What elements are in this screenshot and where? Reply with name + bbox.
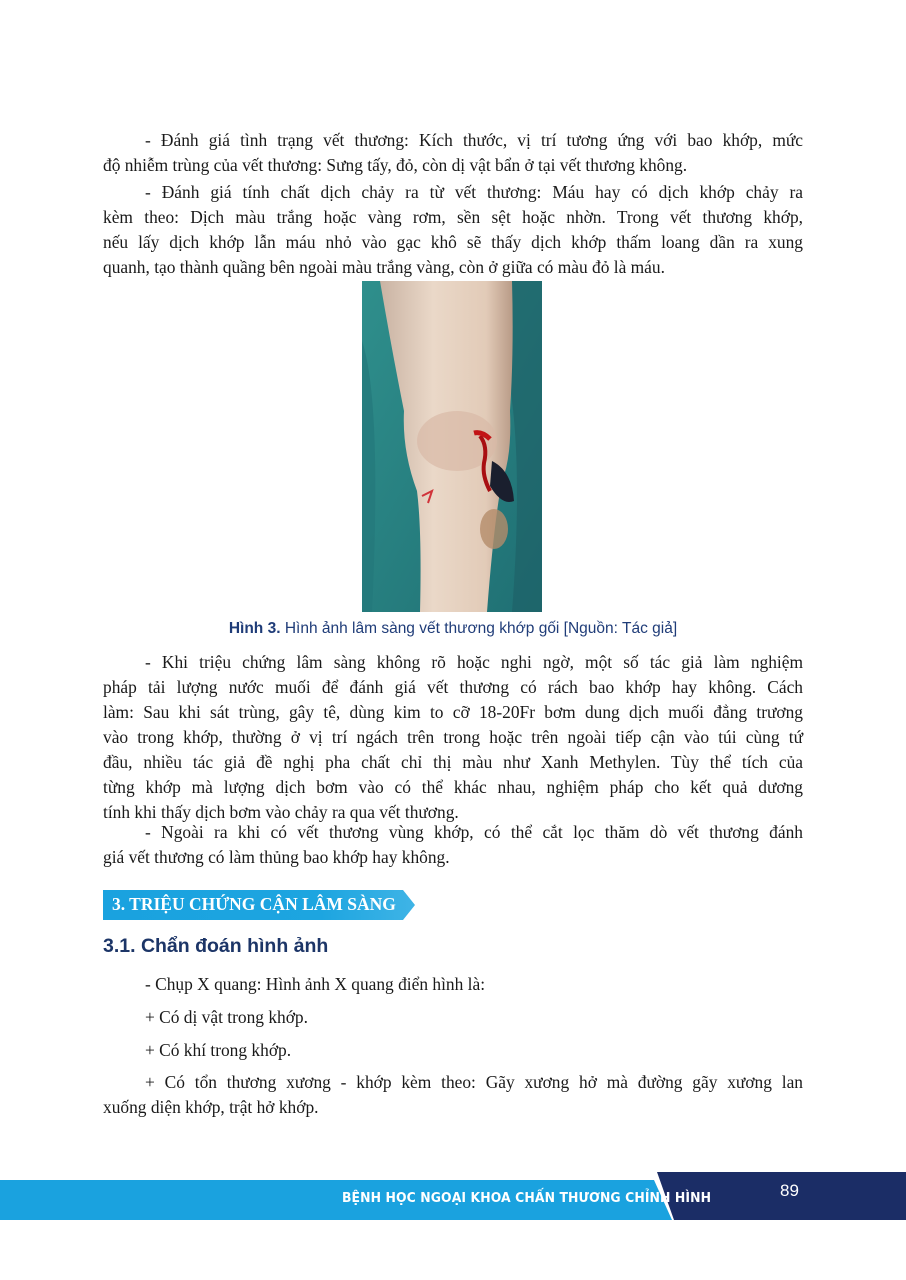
knee-wound-illustration <box>362 281 542 612</box>
text-line: đầu, nhiều tác giả đề nghị pha chất chỉ thị màu như Xanh Methylen. Tùy thể tích của <box>103 752 803 772</box>
section-title: 3. TRIỆU CHỨNG CẬN LÂM SÀNG <box>112 894 396 914</box>
paragraph-debridement <box>103 820 803 870</box>
text-line: vào trong khớp, thường ở vị trí ngách trên trong hoặc trên ngoài tiếp cận vào túi cùng tứ <box>103 727 803 747</box>
text-line: pháp tải lượng nước muối để đánh giá vết thương có rách bao khớp hay không. Cách <box>103 677 803 697</box>
subsection-heading: 3.1. Chẩn đoán hình ảnh <box>103 935 329 957</box>
paragraph-wound-assessment <box>103 128 803 178</box>
text-line: quanh, tạo thành quầng bên ngoài màu trắng vàng, còn ở giữa có màu đỏ là máu. <box>103 257 665 277</box>
text-line: kèm theo: Dịch màu trắng hoặc vàng rơm, sền sệt hoặc nhờn. Trong vết thương khớp, <box>103 207 803 227</box>
text-line: làm: Sau khi sát trùng, gây tê, dùng kim to cỡ 18-20Fr bơm dung dịch muối đẳng trương <box>103 702 803 722</box>
caption-label: Hình 3. <box>228 620 281 637</box>
xray-item-air: + Có khí trong khớp. <box>145 1040 292 1060</box>
page-number: 89 <box>780 1181 799 1200</box>
text-line: - Khi triệu chứng lâm sàng không rõ hoặc nghi ngờ, một số tác giả làm nghiệm <box>145 652 803 672</box>
text-line: - Ngoài ra khi có vết thương vùng khớp, có thể cắt lọc thăm dò vết thương đánh <box>145 822 803 842</box>
text-line: giá vết thương có làm thủng bao khớp hay không. <box>103 847 450 867</box>
text-line: từng khớp mà lượng dịch bơm vào có thể khác nhau, nghiệm pháp cho kết quả dương <box>103 777 803 797</box>
xray-item-foreign-body: + Có dị vật trong khớp. <box>145 1007 308 1027</box>
text-line: + Có tổn thương xương - khớp kèm theo: Gãy xương hở mà đường gãy xương lan <box>145 1072 803 1092</box>
footer-book-title: BỆNH HỌC NGOẠI KHOA CHẤN THƯƠNG CHỈNH HÌNH <box>342 1190 712 1206</box>
text-line: nếu lấy dịch khớp lẫn máu nhỏ vào gạc khô sẽ thấy dịch khớp thấm loang dần ra xung <box>103 232 803 252</box>
paragraph-fluid-assessment <box>103 180 803 280</box>
text-line: - Đánh giá tính chất dịch chảy ra từ vết thương: Máu hay có dịch khớp chảy ra <box>145 182 803 202</box>
knee-wound-photo <box>362 281 542 612</box>
paragraph-saline-test <box>103 650 803 825</box>
xray-item-bone-injury <box>103 1070 803 1120</box>
caption-text: Hình ảnh lâm sàng vết thương khớp gối [Nguồn: Tác giả] <box>280 620 678 637</box>
figure-caption <box>0 620 906 638</box>
text-line: độ nhiễm trùng của vết thương: Sưng tấy, đỏ, còn dị vật bẩn ở tại vết thương không. <box>103 155 688 175</box>
xray-intro: - Chụp X quang: Hình ảnh X quang điển hình là: <box>145 974 486 994</box>
text-line: tính khi thấy dịch bơm vào chảy ra qua vết thương. <box>103 802 459 822</box>
text-line: - Đánh giá tình trạng vết thương: Kích thước, vị trí tương ứng với bao khớp, mức <box>145 130 803 150</box>
text-line: xuống diện khớp, trật hở khớp. <box>103 1097 319 1117</box>
